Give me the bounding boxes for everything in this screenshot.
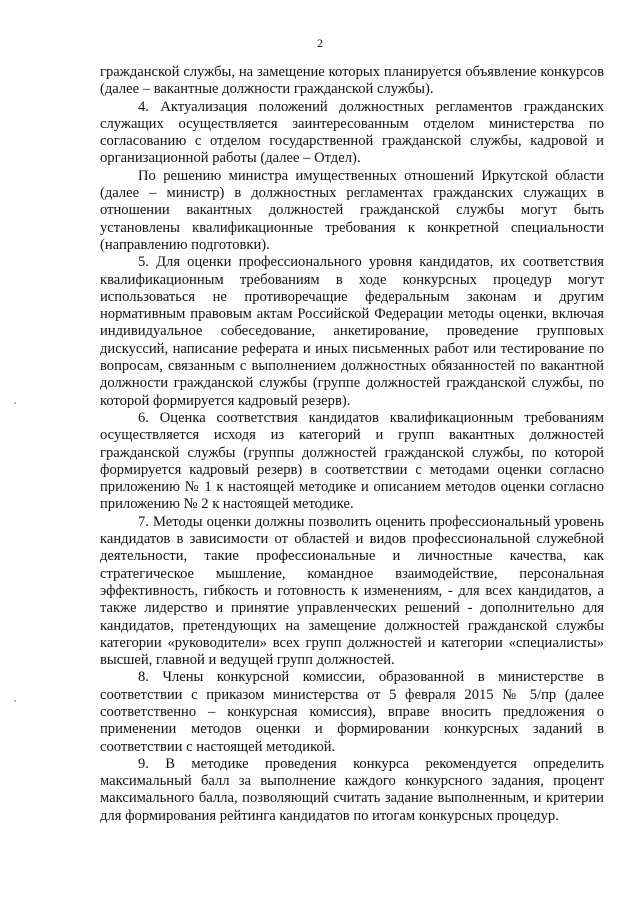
paragraph-item-7: 7. Методы оценки должны позволить оценить профессиональный уровень кандидатов в зависимости от областей и видов профессиональной служебной деятельности, такие профессиональные и личностные качества, как стратегическое мышление, командное взаимодействие, персональная эффективность, гибкость и готовность к изменениям, - для всех кандидатов, а также лидерство и принятие управленческих решений - дополнительно для кандидатов, претендующих на замещение должностей гражданской службы категории «руководители» всех групп должностей и категории «специалисты» высшей, главной и ведущей групп должностей. (100, 513, 604, 669)
paragraph-item-6: 6. Оценка соответствия кандидатов квалификационным требованиям осуществляется исходя из категорий и групп вакантных должностей гражданской службы (группы должностей гражданской службы, по которой формируется кадровый резерв) в соответствии с методами оценки согласно приложению № 1 к настоящей методике и описанием методов оценки согласно приложению № 2 к настоящей методике. (100, 409, 604, 513)
paragraph-continuation: гражданской службы, на замещение которых планируется объявление конкурсов (далее – вакантные должности гражданской службы). (100, 64, 604, 98)
body-text (100, 64, 604, 825)
paragraph-item-4: 4. Актуализация положений должностных регламентов гражданских служащих осуществляется заинтересованным отделом министерства по согласованию с отделом государственной гражданской службы, кадровой и организационной работы (далее – Отдел). (100, 98, 604, 167)
paragraph-item-5: 5. Для оценки профессионального уровня кандидатов, их соответствия квалификационным требованиям в ходе конкурсных процедур могут использоваться не противоречащие федеральным законам и другим нормативным правовым актам Российской Федерации методы оценки, включая индивидуальное собеседование, анкетирование, проведение групповых дискуссий, написание реферата и иных письменных работ или тестирование по вопросам, связанным с выполнением должностных обязанностей по вакантной должности гражданской службы (группе должностей гражданской службы, по которой формируется кадровый резерв). (100, 254, 604, 409)
page-number: 2 (317, 36, 323, 50)
paragraph-item-9: 9. В методике проведения конкурса рекомендуется определить максимальный балл за выполнение каждого конкурсного задания, процент максимального балла, позволяющий считать задание выполненным, и критерии для формирования рейтинга кандидатов по итогам конкурсных процедур. (100, 755, 604, 824)
paragraph-minister-decision: По решению министра имущественных отношений Иркутской области (далее – министр) в должностных регламентах гражданских служащих в отношении вакантных должностей гражданской службы могут быть установлены квалификационные требования к конкретной специальности (направлению подготовки). (100, 167, 604, 253)
scan-margin-mark (14, 402, 16, 404)
paragraph-item-8: 8. Члены конкурсной комиссии, образованной в министерстве в соответствии с приказом министерства от 5 февраля 2015 № 5/пр (далее соответственно – конкурсная комиссия), вправе вносить предложения о применении методов оценки и формировании конкурсных заданий в соответствии с настоящей методикой. (100, 669, 604, 755)
scan-margin-mark (14, 700, 16, 702)
